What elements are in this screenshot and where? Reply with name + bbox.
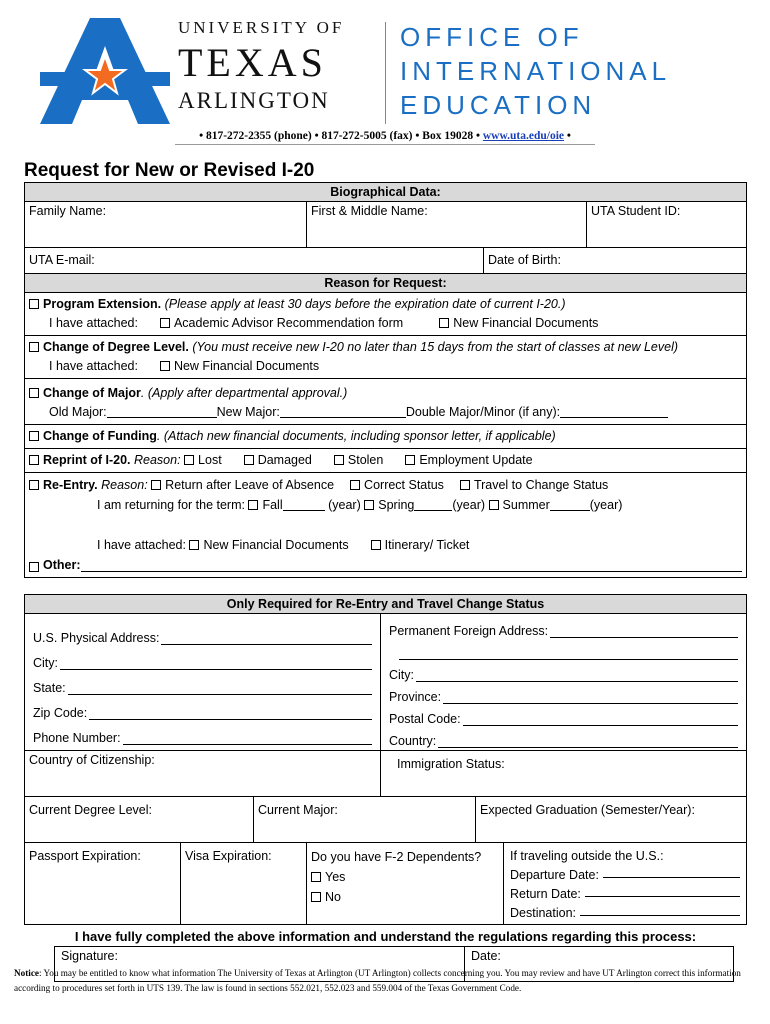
spring-year-input[interactable]	[414, 499, 452, 511]
request-form	[24, 182, 747, 982]
change-degree-row	[24, 336, 747, 379]
other-input[interactable]	[81, 560, 743, 572]
reentry-label: Re-Entry.	[43, 478, 98, 492]
passport-label: Passport Expiration:	[29, 849, 141, 863]
province-input[interactable]	[443, 692, 738, 704]
contact-line	[0, 130, 770, 142]
citizenship-field[interactable]	[25, 751, 381, 796]
passport-field[interactable]	[25, 843, 181, 924]
email-label: UTA E-mail:	[29, 253, 95, 267]
f2-question: Do you have F-2 Dependents?	[311, 850, 482, 864]
letterhead	[0, 0, 770, 160]
return-input[interactable]	[585, 885, 740, 897]
employment-update-label: Employment Update	[419, 453, 533, 467]
perm-foreign-input-2[interactable]	[399, 648, 738, 660]
us-address-block	[25, 614, 381, 750]
attached-label-2: I have attached:	[49, 359, 138, 373]
reentry-fin-docs-label: New Financial Documents	[203, 538, 349, 552]
change-major-label: Change of Major	[43, 386, 141, 400]
reentry-row	[24, 473, 747, 578]
reentry-fin-docs-checkbox[interactable]	[189, 540, 199, 550]
damaged-checkbox[interactable]	[244, 455, 254, 465]
program-extension-label: Program Extension.	[43, 297, 162, 311]
postal-input[interactable]	[463, 714, 738, 726]
reprint-reason-label: Reason:	[134, 453, 181, 467]
reason-heading: Reason for Request:	[25, 274, 746, 292]
degree-row	[24, 797, 747, 843]
new-fin-docs-checkbox[interactable]	[439, 318, 449, 328]
traveling-label: If traveling outside the U.S.:	[510, 849, 664, 863]
uni-line2: TEXAS	[178, 40, 327, 85]
damaged-label: Damaged	[257, 453, 312, 467]
uta-logo-icon	[40, 18, 170, 124]
program-extension-checkbox[interactable]	[29, 299, 39, 309]
reprint-checkbox[interactable]	[29, 455, 39, 465]
change-degree-note: (You must receive new I-20 no later than 15 days from the start of classes at new Level)	[192, 340, 679, 354]
state-label: State:	[33, 681, 66, 695]
summer-year-label: (year)	[589, 498, 623, 512]
reprint-label: Reprint of I-20.	[43, 453, 131, 467]
current-major-label: Current Major:	[258, 803, 338, 817]
contact-end: •	[564, 130, 571, 142]
bio-row2	[24, 248, 747, 274]
travel-block	[504, 843, 746, 924]
office-wordmark	[400, 20, 671, 122]
change-funding-row	[24, 425, 747, 449]
fall-checkbox[interactable]	[248, 500, 258, 510]
advisor-rec-label: Academic Advisor Recommendation form	[173, 316, 404, 330]
attached-label-3: I have attached:	[97, 538, 186, 552]
bio-heading-row	[24, 182, 747, 202]
fall-label: Fall	[262, 498, 283, 512]
destination-label: Destination:	[510, 906, 577, 920]
address-row	[24, 614, 747, 751]
advisor-rec-checkbox[interactable]	[160, 318, 170, 328]
expected-grad-label: Expected Graduation (Semester/Year):	[480, 803, 695, 817]
correct-status-checkbox[interactable]	[350, 480, 360, 490]
summer-label: Summer	[502, 498, 550, 512]
change-funding-note: . (Attach new financial documents, including sponsor letter, if applicable)	[156, 429, 556, 443]
itinerary-label: Itinerary/ Ticket	[384, 538, 470, 552]
student-id-label: UTA Student ID:	[591, 204, 681, 218]
reason-heading-row	[24, 274, 747, 293]
f2-block	[307, 843, 504, 924]
degree-fin-docs-checkbox[interactable]	[160, 361, 170, 371]
privacy-notice	[14, 966, 759, 996]
notice-text: : You may be entitled to know what information The University of Texas at Arlington (UT Arlington) collects concerning you. You may review and have UT Arlington correct this information according to procedures set forth in UTS 139. The law is found in sections 552.021, 552.023 and 559.004 of the Texas Government Code.	[14, 968, 741, 993]
reprint-row	[24, 449, 747, 473]
old-major-label: Old Major:	[49, 405, 107, 419]
citizenship-row	[24, 751, 747, 797]
website-link[interactable]: www.uta.edu/oie	[482, 130, 565, 142]
country-input[interactable]	[438, 736, 738, 748]
correct-status-label: Correct Status	[364, 478, 444, 492]
destination-input[interactable]	[580, 904, 740, 916]
perm-foreign-label: Permanent Foreign Address:	[389, 624, 549, 638]
change-degree-checkbox[interactable]	[29, 342, 39, 352]
lost-checkbox[interactable]	[184, 455, 194, 465]
office-line1: OFFICE OF	[400, 22, 584, 52]
signature-label: Signature:	[61, 949, 118, 963]
reentry-heading-row	[24, 594, 747, 614]
reentry-heading: Only Required for Re-Entry and Travel Change Status	[25, 595, 746, 613]
change-degree-label: Change of Degree Level.	[43, 340, 189, 354]
spring-label: Spring	[378, 498, 415, 512]
other-label: Other:	[43, 558, 81, 572]
first-middle-label: First & Middle Name:	[311, 204, 428, 218]
new-major-label: New Major:	[216, 405, 280, 419]
double-major-label: Double Major/Minor (if any):	[405, 405, 561, 419]
date-label: Date:	[471, 949, 501, 963]
program-extension-row	[24, 293, 747, 336]
office-line3: EDUCATION	[400, 90, 597, 120]
first-middle-field[interactable]	[307, 202, 587, 247]
certification-statement: I have fully completed the above information and understand the regulations regarding this process:	[74, 929, 697, 944]
contact-rule	[175, 144, 595, 145]
city-input[interactable]	[60, 658, 372, 670]
return-leave-label: Return after Leave of Absence	[165, 478, 335, 492]
visa-field[interactable]	[181, 843, 307, 924]
current-major-field[interactable]	[254, 797, 476, 842]
reentry-reason-label: Reason:	[101, 478, 148, 492]
new-fin-docs-label: New Financial Documents	[453, 316, 599, 330]
dob-label: Date of Birth:	[488, 253, 561, 267]
foreign-city-label: City:	[389, 668, 414, 682]
spring-checkbox[interactable]	[364, 500, 374, 510]
departure-input[interactable]	[603, 866, 740, 878]
country-label: Country:	[389, 734, 437, 748]
stolen-checkbox[interactable]	[334, 455, 344, 465]
change-funding-label: Change of Funding	[43, 429, 157, 443]
attached-label: I have attached:	[49, 316, 138, 330]
change-major-checkbox[interactable]	[29, 388, 39, 398]
change-funding-checkbox[interactable]	[29, 431, 39, 441]
change-major-note: . (Apply after departmental approval.)	[140, 386, 348, 400]
degree-fin-docs-label: New Financial Documents	[173, 359, 320, 373]
fall-year-input[interactable]	[283, 499, 325, 511]
city-label: City:	[33, 656, 58, 670]
us-address-input[interactable]	[161, 633, 372, 645]
phone-label: Phone Number:	[33, 731, 121, 745]
new-major-input[interactable]	[280, 406, 406, 418]
fall-year-label: (year)	[328, 498, 361, 512]
immigration-field[interactable]	[381, 751, 746, 796]
page-title: Request for New or Revised I-20	[24, 160, 315, 181]
province-label: Province:	[389, 690, 442, 704]
summer-year-input[interactable]	[550, 499, 590, 511]
travel-row	[24, 843, 747, 925]
departure-label: Departure Date:	[510, 868, 599, 882]
contact-info: • 817-272-2355 (phone) • 817-272-5005 (fax) • Box 19028 •	[199, 130, 480, 142]
old-major-input[interactable]	[107, 406, 217, 418]
bio-row1	[24, 202, 747, 248]
summer-checkbox[interactable]	[489, 500, 499, 510]
perm-foreign-input[interactable]	[550, 626, 738, 638]
other-checkbox[interactable]	[29, 562, 39, 572]
degree-level-label: Current Degree Level:	[29, 803, 152, 817]
spring-year-label: (year)	[452, 498, 486, 512]
bio-heading: Biographical Data:	[25, 183, 746, 201]
f2-yes-checkbox[interactable]	[311, 872, 321, 882]
family-name-field[interactable]	[25, 202, 307, 247]
stolen-label: Stolen	[347, 453, 384, 467]
email-field[interactable]	[25, 248, 484, 273]
return-leave-checkbox[interactable]	[151, 480, 161, 490]
header-divider	[385, 22, 386, 124]
employment-update-checkbox[interactable]	[405, 455, 415, 465]
uni-line3: ARLINGTON	[178, 88, 330, 113]
foreign-city-input[interactable]	[416, 670, 738, 682]
travel-change-checkbox[interactable]	[460, 480, 470, 490]
degree-level-field[interactable]	[25, 797, 254, 842]
postal-label: Postal Code:	[389, 712, 461, 726]
university-wordmark	[178, 18, 378, 114]
returning-term-label: I am returning for the term:	[97, 498, 245, 512]
return-label: Return Date:	[510, 887, 581, 901]
state-input[interactable]	[68, 683, 372, 695]
f2-no-checkbox[interactable]	[311, 892, 321, 902]
itinerary-checkbox[interactable]	[371, 540, 381, 550]
visa-label: Visa Expiration:	[185, 849, 272, 863]
student-id-field[interactable]	[587, 202, 746, 247]
change-major-row	[24, 379, 747, 425]
notice-label: Notice	[14, 968, 39, 978]
zip-label: Zip Code:	[33, 706, 88, 720]
foreign-address-block	[381, 614, 746, 750]
us-address-label: U.S. Physical Address:	[33, 631, 160, 645]
expected-grad-field[interactable]	[476, 797, 746, 842]
immigration-label: Immigration Status:	[397, 757, 505, 771]
travel-change-label: Travel to Change Status	[473, 478, 609, 492]
reentry-checkbox[interactable]	[29, 480, 39, 490]
zip-input[interactable]	[89, 708, 372, 720]
uni-line1: UNIVERSITY OF	[178, 18, 345, 37]
phone-input[interactable]	[123, 733, 372, 745]
dob-field[interactable]	[484, 248, 746, 273]
program-extension-note: (Please apply at least 30 days before the expiration date of current I-20.)	[164, 297, 566, 311]
double-major-input[interactable]	[560, 406, 668, 418]
family-name-label: Family Name:	[29, 204, 107, 218]
f2-no-label: No	[325, 890, 341, 904]
f2-yes-label: Yes	[325, 870, 346, 884]
lost-label: Lost	[198, 453, 222, 467]
office-line2: INTERNATIONAL	[400, 56, 672, 86]
citizenship-label: Country of Citizenship:	[29, 753, 155, 767]
